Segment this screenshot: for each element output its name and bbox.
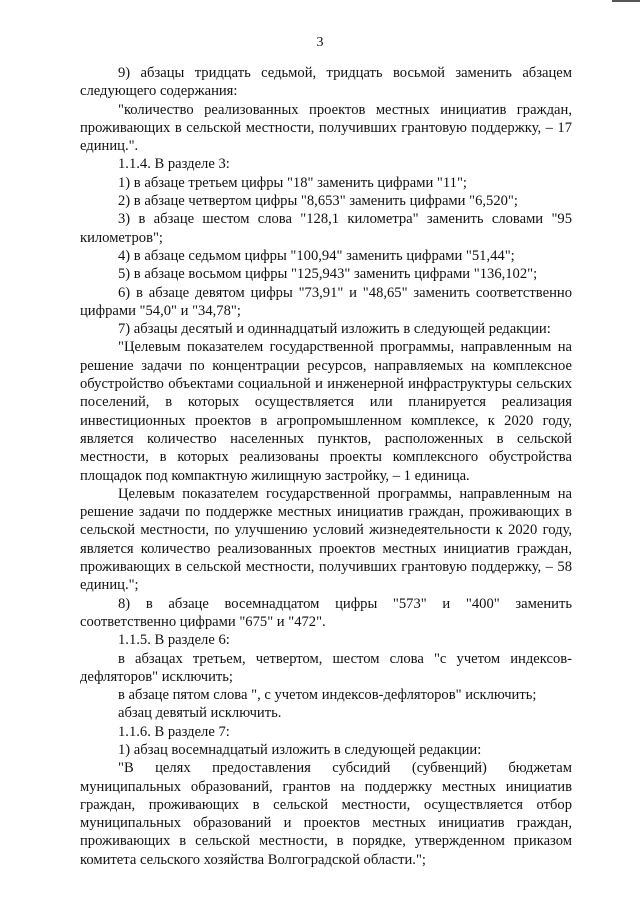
paragraph: 4) в абзаце седьмом цифры "100,94" заменить цифрами "51,44"; xyxy=(118,247,515,264)
document-body xyxy=(80,64,572,869)
paragraph: "Целевым показателем государственной программы, направленным на решение задачи по концентрации ресурсов, направляемых на комплексное обустройство объектами социальной и инженерной инфраструктуры сельских поселений, в которых осуществляется или планируется реализация инвестиционных проектов в агропромышленном комплексе, к 2020 году, является количество населенных пунктов, расположенных в сельской местности, в которых реализованы проекты комплексного обустройства площадок под компактную жилищную застройку, – 1 единица. xyxy=(80,339,572,484)
paragraph: "В целях предоставления субсидий (субвенций) бюджетам муниципальных образований, грантов на поддержку местных инициатив граждан, проживающих в сельской местности, осуществляется отбор муниципальных образований и проектов местных инициатив граждан, проживающих в сельской местности, в порядке, утвержденном приказом комитета сельского хозяйства Волгоградской области."; xyxy=(80,760,572,868)
paragraph: "количество реализованных проектов местных инициатив граждан, проживающих в сельской местности, получивших грантовую поддержку, – 17 единиц.". xyxy=(80,101,572,155)
paragraph: в абзаце пятом слова ", с учетом индексов-дефляторов" исключить; xyxy=(118,687,537,704)
paragraph: 9) абзацы тридцать седьмой, тридцать восьмой заменить абзацем следующего содержания: xyxy=(80,65,572,100)
scan-edge-mark xyxy=(612,0,640,2)
paragraph: 7) абзацы десятый и одиннадцатый изложить в следующей редакции: xyxy=(118,321,551,338)
paragraph: 1.1.5. В разделе 6: xyxy=(118,632,230,649)
paragraph: 1.1.4. В разделе 3: xyxy=(118,156,230,173)
paragraph: 2) в абзаце четвертом цифры "8,653" заменить цифрами "6,520"; xyxy=(118,193,518,210)
paragraph: абзац девятый исключить. xyxy=(118,705,282,722)
paragraph: 8) в абзаце восемнадцатом цифры "573" и "400" заменить соответственно цифрами "675" и "472". xyxy=(80,595,572,630)
paragraph: 5) в абзаце восьмом цифры "125,943" заменить цифрами "136,102"; xyxy=(118,266,538,283)
paragraph: в абзацах третьем, четвертом, шестом слова "с учетом индексов-дефляторов" исключить; xyxy=(80,650,572,685)
paragraph: 1) абзац восемнадцатый изложить в следующей редакции: xyxy=(118,741,482,758)
paragraph: 1.1.6. В разделе 7: xyxy=(118,723,230,740)
paragraph: 1) в абзаце третьем цифры "18" заменить цифрами "11"; xyxy=(118,174,467,191)
page-number: 3 xyxy=(316,35,324,50)
paragraph: 3) в абзаце шестом слова "128,1 километра" заменить словами "95 километров"; xyxy=(80,211,572,246)
paragraph: Целевым показателем государственной программы, направленным на решение задачи по поддержке местных инициатив граждан, проживающих в сельской местности, по улучшению условий жизнедеятельности к 2020 году, является количество реализованных проектов местных инициатив граждан, проживающих в сельской местности, получивших грантовую поддержку, – 58 единиц."; xyxy=(80,485,572,594)
paragraph: 6) в абзаце девятом цифры "73,91" и "48,65" заменить соответственно цифрами "54,0" и "34,78"; xyxy=(80,284,572,319)
